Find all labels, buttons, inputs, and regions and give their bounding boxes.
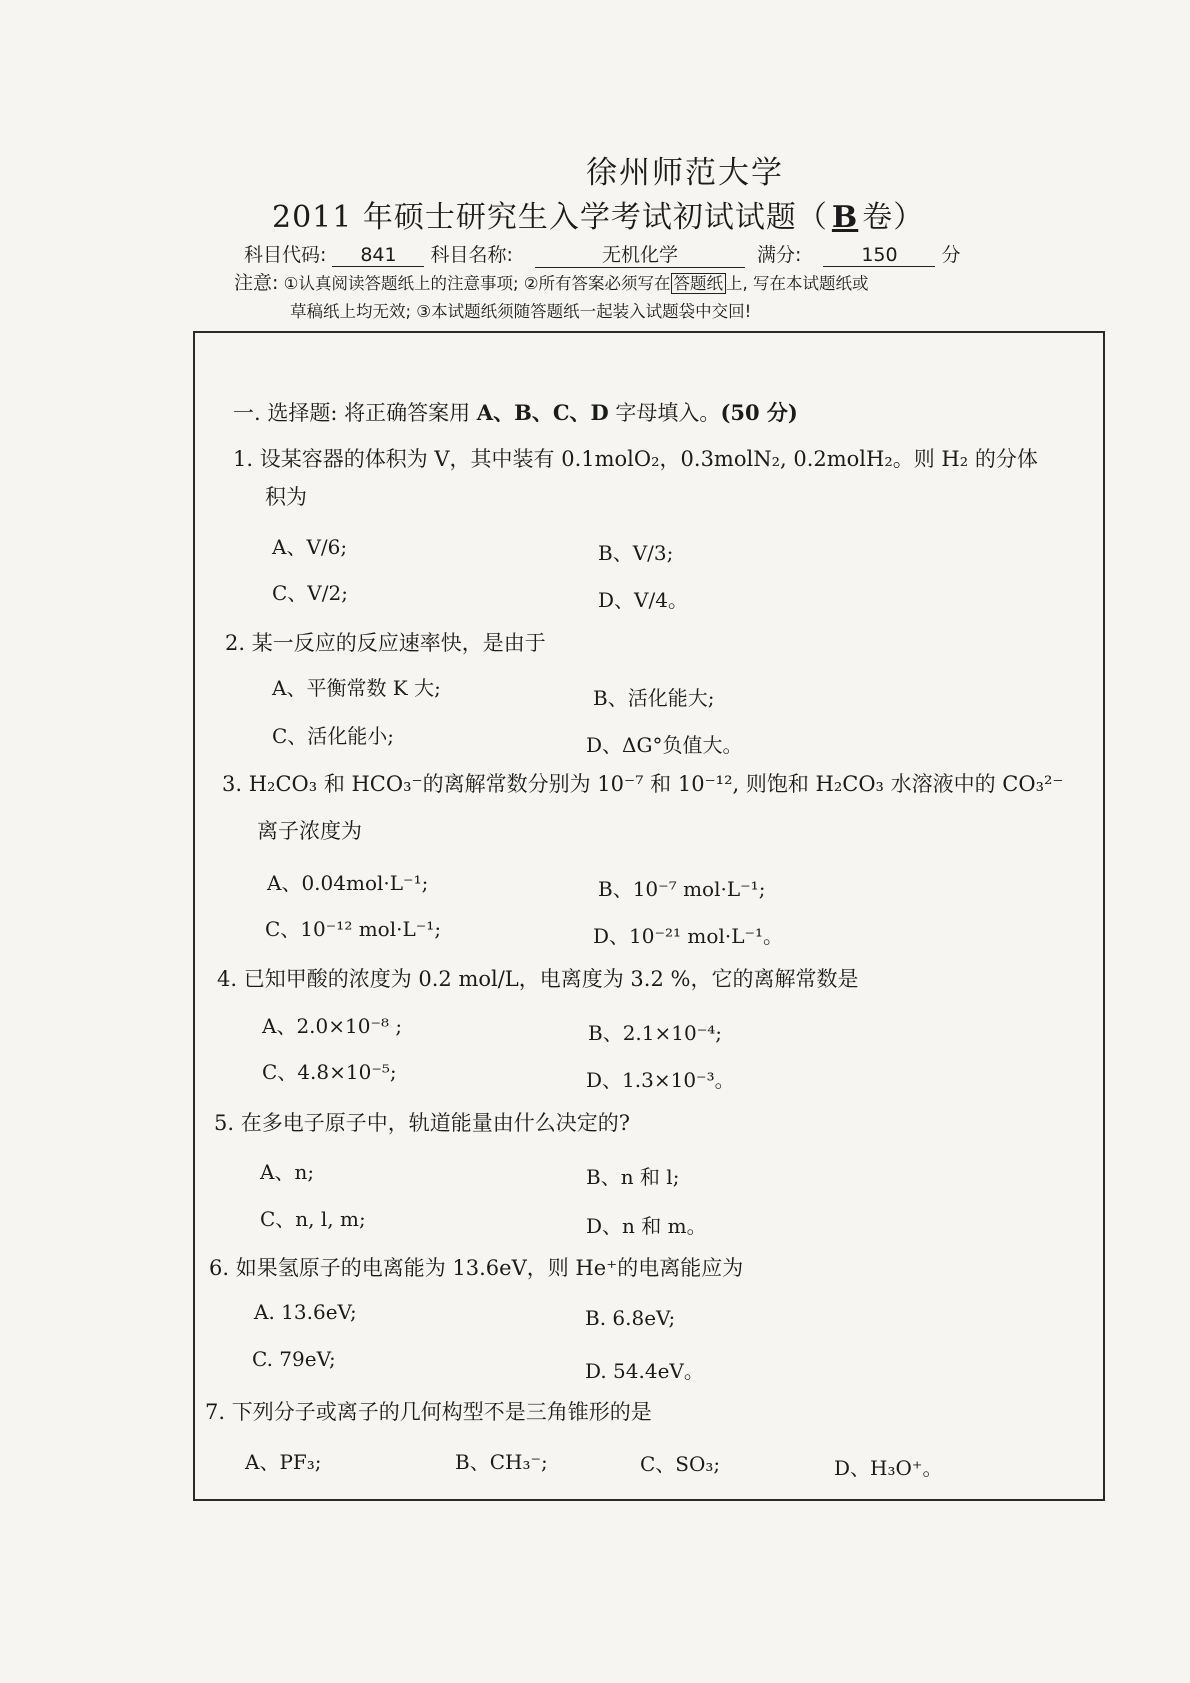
option-a: A、PF₃; — [245, 1450, 322, 1474]
notice-label: 注意: — [234, 272, 279, 294]
subject-info — [244, 240, 961, 268]
full-score-value: 150 — [823, 244, 935, 267]
subject-name-value: 无机化学 — [535, 240, 745, 268]
section-heading-letters: A、B、C、D — [476, 400, 609, 425]
option-c: C、10⁻¹² mol·L⁻¹; — [265, 917, 442, 941]
question-1: 1. 设某容器的体积为 V，其中装有 0.1molO₂，0.3molN₂, 0.2molH₂。则 H₂ 的分体 — [233, 447, 1038, 471]
notice-text-a: ①认真阅读答题纸上的注意事项; ②所有答案必须写在 — [283, 274, 671, 293]
question-2: 2. 某一反应的反应速率快，是由于 — [225, 631, 546, 655]
section-heading — [233, 397, 798, 427]
notice-line-1 — [234, 268, 869, 295]
exam-title — [272, 192, 924, 236]
full-score-unit: 分 — [941, 244, 961, 266]
option-d: D、10⁻²¹ mol·L⁻¹。 — [593, 924, 784, 948]
option-d: D. 54.4eV。 — [585, 1359, 704, 1383]
notice-text-b: 上, 写在本试题纸或 — [726, 274, 869, 293]
question-1-cont: 积为 — [265, 485, 307, 509]
section-score: (50 分) — [720, 400, 798, 425]
option-b: B、V/3; — [598, 541, 674, 565]
option-a: A、0.04mol·L⁻¹; — [267, 871, 429, 895]
option-a: A、平衡常数 K 大; — [272, 676, 441, 700]
notice-line-2: 草稿纸上均无效; ③本试题纸须随答题纸一起装入试题袋中交回! — [290, 302, 752, 321]
option-c: C、V/2; — [272, 581, 348, 605]
question-4: 4. 已知甲酸的浓度为 0.2 mol/L，电离度为 3.2 %，它的离解常数是 — [217, 967, 859, 991]
option-b: B、2.1×10⁻⁴; — [588, 1021, 723, 1045]
option-c: C、SO₃; — [640, 1452, 721, 1476]
question-3-cont: 离子浓度为 — [257, 819, 362, 843]
option-c: C、n, l, m; — [260, 1207, 366, 1231]
option-a: A、V/6; — [272, 535, 348, 559]
exam-title-main: 2011 年硕士研究生入学考试初试试题（ — [272, 200, 828, 235]
subject-name-label: 科目名称: — [430, 244, 513, 266]
option-a: A. 13.6eV; — [254, 1300, 357, 1324]
full-score-label: 满分: — [757, 244, 802, 266]
section-heading-text-2: 字母填入。 — [608, 401, 721, 425]
option-b: B、10⁻⁷ mol·L⁻¹; — [598, 877, 766, 901]
subject-code-label: 科目代码: — [244, 244, 327, 266]
question-5: 5. 在多电子原子中，轨道能量由什么决定的? — [214, 1111, 630, 1135]
option-d: D、n 和 m。 — [586, 1214, 707, 1238]
option-d: D、1.3×10⁻³。 — [586, 1068, 735, 1092]
question-7: 7. 下列分子或离子的几何构型不是三角锥形的是 — [205, 1400, 652, 1424]
question-3: 3. H₂CO₃ 和 HCO₃⁻的离解常数分别为 10⁻⁷ 和 10⁻¹², 则饱和 H₂CO₃ 水溶液中的 CO₃²⁻ — [222, 772, 1064, 796]
paper-label: B — [831, 200, 859, 235]
option-b: B、n 和 l; — [586, 1165, 680, 1189]
answer-sheet-box: 答题纸 — [671, 273, 727, 294]
option-d: D、ΔG°负值大。 — [586, 733, 743, 757]
university-name: 徐州师范大学 — [586, 155, 784, 191]
option-a: A、2.0×10⁻⁸ ; — [262, 1014, 403, 1038]
option-d: D、V/4。 — [598, 588, 688, 612]
option-d: D、H₃O⁺。 — [834, 1456, 943, 1480]
section-heading-text: 一. 选择题: 将正确答案用 — [233, 401, 477, 425]
subject-code-value: 841 — [332, 244, 424, 267]
option-c: C、4.8×10⁻⁵; — [262, 1060, 397, 1084]
option-b: B、CH₃⁻; — [455, 1450, 548, 1474]
option-b: B. 6.8eV; — [585, 1306, 676, 1330]
option-c: C、活化能小; — [272, 724, 395, 748]
option-b: B、活化能大; — [593, 686, 715, 710]
option-a: A、n; — [260, 1160, 315, 1184]
question-6: 6. 如果氢原子的电离能为 13.6eV，则 He⁺的电离能应为 — [209, 1256, 744, 1280]
exam-title-suffix: 卷） — [862, 200, 925, 235]
option-c: C. 79eV; — [252, 1347, 336, 1371]
